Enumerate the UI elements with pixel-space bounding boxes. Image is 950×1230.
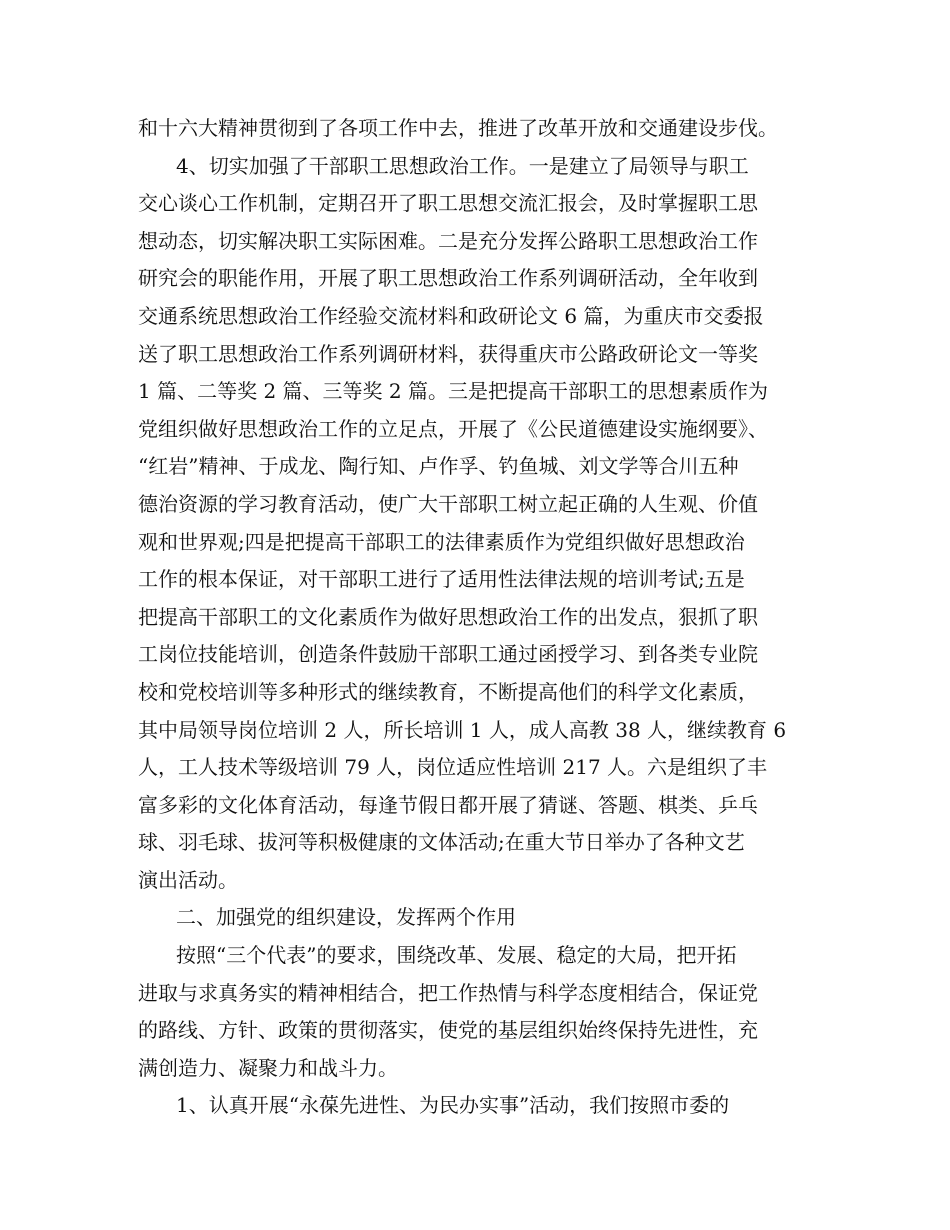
- text-line: 德治资源的学习教育活动，使广大干部职工树立起正确的人生观、价值: [138, 491, 758, 516]
- document-body: [138, 110, 818, 1125]
- text-line: 其中局领导岗位培训 2 人，所长培训 1 人，成人高教 38 人，继续教育 6: [138, 717, 787, 742]
- text-line: 按照“三个代表”的要求，围绕改革、发展、稳定的大局，把开拓: [176, 943, 737, 968]
- text-line: 校和党校培训等多种形式的继续教育，不断提高他们的科学文化素质，: [138, 679, 758, 704]
- text-line: 把提高干部职工的文化素质作为做好思想政治工作的出发点，狠抓了职: [138, 604, 758, 629]
- text-line: 富多彩的文化体育活动，每逢节假日都开展了猜谜、答题、棋类、乒乓: [138, 792, 758, 817]
- text-line: 人，工人技术等级培训 79 人，岗位适应性培训 217 人。六是组织了丰: [138, 755, 768, 780]
- text-line: 和十六大精神贯彻到了各项工作中去，推进了改革开放和交通建设步伐。: [138, 116, 778, 140]
- text-line: 交通系统思想政治工作经验交流材料和政研论文 6 篇，为重庆市交委报: [138, 303, 764, 328]
- text-line: 想动态，切实解决职工实际困难。二是充分发挥公路职工思想政治工作: [138, 228, 758, 253]
- text-line: 交心谈心工作机制，定期召开了职工思想交流汇报会，及时掌握职工思: [138, 191, 758, 216]
- text-line: 的路线、方针、政策的贯彻落实，使党的基层组织始终保持先进性，充: [138, 1018, 758, 1043]
- text-line: 4、切实加强了干部职工思想政治工作。一是建立了局领导与职工: [176, 153, 749, 178]
- text-line: 演出活动。: [138, 867, 238, 892]
- text-line: 观和世界观;四是把提高干部职工的法律素质作为党组织做好思想政治: [138, 529, 745, 554]
- text-line: “红岩”精神、于成龙、陶行知、卢作孚、钓鱼城、刘文学等合川五种: [138, 454, 739, 479]
- text-line: 满创造力、凝聚力和战斗力。: [138, 1055, 398, 1080]
- text-line: 研究会的职能作用，开展了职工思想政治工作系列调研活动，全年收到: [138, 266, 758, 291]
- text-line: 1、认真开展“永葆先进性、为民办实事”活动，我们按照市委的: [176, 1093, 730, 1118]
- text-line: 工岗位技能培训，创造条件鼓励干部职工通过函授学习、到各类专业院: [138, 642, 758, 667]
- text-line: 1 篇、二等奖 2 篇、三等奖 2 篇。三是把提高干部职工的思想素质作为: [138, 379, 768, 404]
- text-line: 党组织做好思想政治工作的立足点，开展了《公民道德建设实施纲要》、: [138, 416, 768, 441]
- text-line: 二、加强党的组织建设，发挥两个作用: [176, 905, 516, 930]
- text-line: 送了职工思想政治工作系列调研材料，获得重庆市公路政研论文一等奖: [138, 341, 758, 366]
- text-line: 进取与求真务实的精神相结合，把工作热情与科学态度相结合，保证党: [138, 980, 758, 1005]
- text-line: 球、羽毛球、拔河等积极健康的文体活动;在重大节日举办了各种文艺: [138, 830, 745, 855]
- text-line: 工作的根本保证，对干部职工进行了适用性法律法规的培训考试;五是: [138, 567, 745, 592]
